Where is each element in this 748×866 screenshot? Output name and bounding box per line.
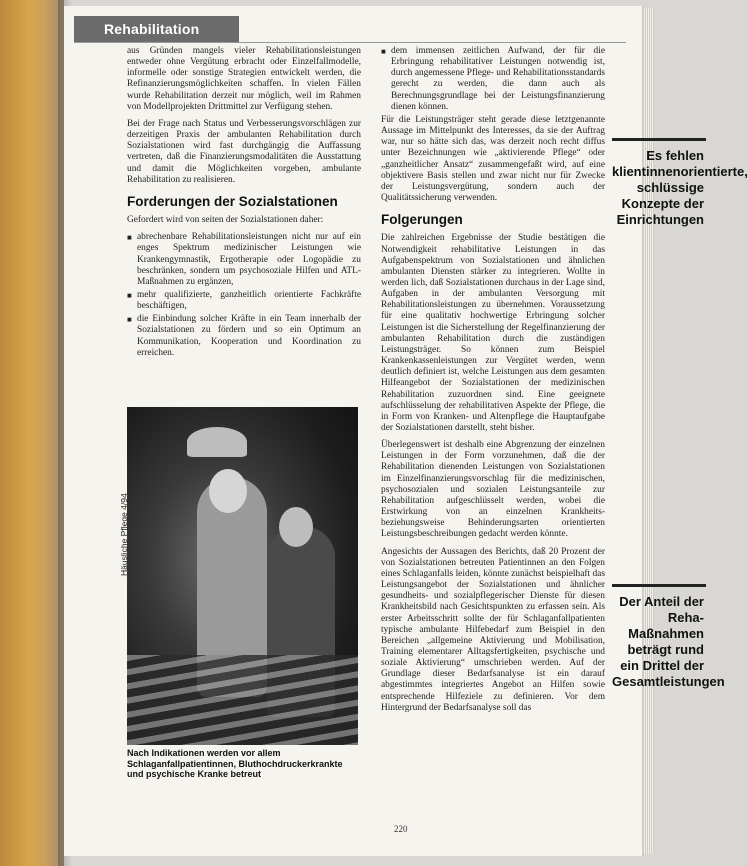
- bullet-item: ■ abrechenbare Rehabilitationsleistungen nicht nur auf ein enges Spektrum medizinischer Leistungen wie Krankengymnastik, Ergotherapie oder Logopädie zu beschränken, sondern um psychosoziale Hilfen und ATL-Maßnahmen zu ergänzen,: [127, 232, 361, 288]
- left-para2: Bei der Frage nach Status und Verbesserungsvorschlägen zur derzeitigen Praxis der ambulanten Rehabilitation durch Sozialstationen wird fast durchgängig die Auffassung vertreten, daß die Finanzierungsmodalitäten die Ausstattung und damit die Möglichkeiten vorgeben, ambulante Rehabilitation zu realisieren.: [127, 118, 361, 185]
- bullet-item: ■ dem immensen zeitlichen Aufwand, der für die Erbringung rehabilitativer Leistungen notwendig ist, durch angemessene Pflege- und Rehabilitationsstandards gerecht zu werden, die dann auch als Berechnungsgrundlage bei der Leistungsfinanzierung dienen können.: [381, 46, 605, 113]
- mid-para3: Überlegenswert ist deshalb eine Abgrenzung der einzelnen Leistungen in der Form vorzunehmen, daß die der Rehabilitation dienenden Leistungen von Sozialstationen im Einzelfinanzierungsvorschlag für die medizinischen, psychosozialen und sozialen Leistungsanteile zur Rehabilitation aufgeschlüsselt werden, wobei die Erstwirkung von an einzelnen Krankheits- beziehungsweise Behinderungsarten orientierten Leistungsbeschreibungen gedacht werden könnte.: [381, 440, 605, 540]
- photo-patient-head: [209, 469, 247, 513]
- pullquote-2: Der Anteil der Reha-Maßnahmen beträgt rund ein Drittel der Gesamtleistungen: [612, 594, 725, 689]
- mid-heading: Folgerungen: [381, 212, 463, 228]
- left-lead: Gefordert wird von seiten der Sozialstationen daher:: [127, 215, 324, 226]
- photo: [127, 407, 358, 745]
- photo-stairs: [127, 655, 358, 745]
- mid-bullets: [381, 46, 605, 113]
- photo-caregiver-head: [279, 507, 313, 547]
- middle-column: [381, 46, 605, 720]
- pullquote-rule: [612, 584, 706, 587]
- mid-para4: Angesichts der Aussagen des Berichts, daß 20 Prozent der von Sozialstationen betreuten Patientinnen an den Folgen eines Schlaganfalls leiden, könnte zunächst beispielhaft das Leistungsangebot der Sozialstationen und ähnlicher gesundheits- und sozialpflegerischer Dienste für diesen Krankheitsbild nach Gesichtspunkten zu erfassen sein. Als erster Arbeitsschritt sollte der für Schlaganfallpatienten typische ambulante Hilfebedarf zum Beispiel in den Bereichen „allgemeine Aktivierung und Mobilisation, Training elementarer Alltagsfertigkeiten, psychische und soziale Aktivierung“ umschrieben werden. Auf der Grundlage dieser Bedarfsanalyse ist ein darauf abgestimmtes integriertes Angebot an Hilfen sowie entsprechende Hilfeziele zu definieren. Vor dem Hintergrund der Bedarfsanalyse soll das: [381, 546, 605, 713]
- header-rule: [74, 42, 626, 43]
- pullquote-rule: [612, 138, 706, 141]
- side-credit: Häusliche Pflege 4/94: [119, 493, 129, 576]
- left-bullets: [127, 232, 361, 359]
- mid-para2: Die zahlreichen Ergebnisse der Studie bestätigen die Notwendigkeit rehabilitative Leistungen in das Aufgabenspektrum von Sozialstationen und ähnlichen ambulanten Diensten stärker zu integrieren. Wollte in werden lich, daß Sozialstationen durchaus in der Lage sind, Aufgaben in der ambulanten Versorgung mit Rehabilitationsleistungen zu übernehmen. Voraussetzung für eine qualitativ hochwertige Erbringung solcher Leistungen ist die Sicherstellung der Regelfinanzierung der ambulanten Rehabilitation durch die zuständigen Leistungsträger. So können zum Beispiel Krankenkassenleistungen zur Vergütet werden, wenn deutlich definiert ist, welche Leistungen aus dem gesamten Hilfeangebot der Sozialstationen der medizinischen Rehabilitation zuzuordnen sind. Eine geeignete aufschlüsselung der rehabilitativen Aspekte der Pflege, die in Form von Kranken- und Altenpflege die Hauptaufgabe der Sozialstationen darstellt, steht bisher.: [381, 233, 605, 433]
- page-number: 220: [394, 824, 408, 834]
- bullet-item: ■ mehr qualifizierte, ganzheitlich orientierte Fachkräfte beschäftigen,: [127, 290, 361, 312]
- left-column: [127, 46, 361, 361]
- mid-para1: Für die Leistungsträger steht gerade diese letztgenannte Aussage im Mittelpunkt des Interesses, da sie der Auftrag war, nur so hätte sich das, was derzeit noch recht diffus unter Bezeichnungen wie „aktivierende Pflege“ oder „ganzheitlicher Ansatz“ zusammengefaßt wird, auf eine objektivere Basis stellen und zwar nicht nur für Zwecke der Leistungsvergütung, sondern auch der Qualitätssicherung verwenden.: [381, 114, 605, 204]
- left-intro: aus Gründen mangels vieler Rehabilitationsleistungen entweder ohne Vergütung erbracht oder Einzelfallmodelle, informelle oder sonstige Strategien entwickelt werden, die Refinanzierungsmöglichkeiten schaffen. In vielen Fällen wurde Rehabilitation derzeit nur möglich, weil im Rahmen von Modellprojekten Drittmittel zur Verfügung stehen.: [127, 46, 361, 112]
- bullet-item: ■ die Einbindung solcher Kräfte in ein Team innerhalb der Sozialstationen zu fördern und so ein Optimum an Kommunikation, Kooperation und Koordination zu erreichen.: [127, 314, 361, 359]
- left-heading: Forderungen der Sozialstationen: [127, 193, 338, 209]
- page: [64, 6, 748, 856]
- page-edges: [642, 8, 654, 854]
- photo-lamp: [187, 427, 247, 457]
- photo-caption: Nach Indikationen werden vor allem Schlaganfallpatientinnen, Bluthochdruckerkrankte und psychische Kranke betreut: [127, 748, 343, 779]
- section-header: Rehabilitation: [74, 16, 239, 42]
- book-spine: [0, 0, 64, 866]
- pullquote-1: Es fehlen klientinnenorientierte, schlüssige Konzepte der Einrichtungen: [612, 148, 748, 227]
